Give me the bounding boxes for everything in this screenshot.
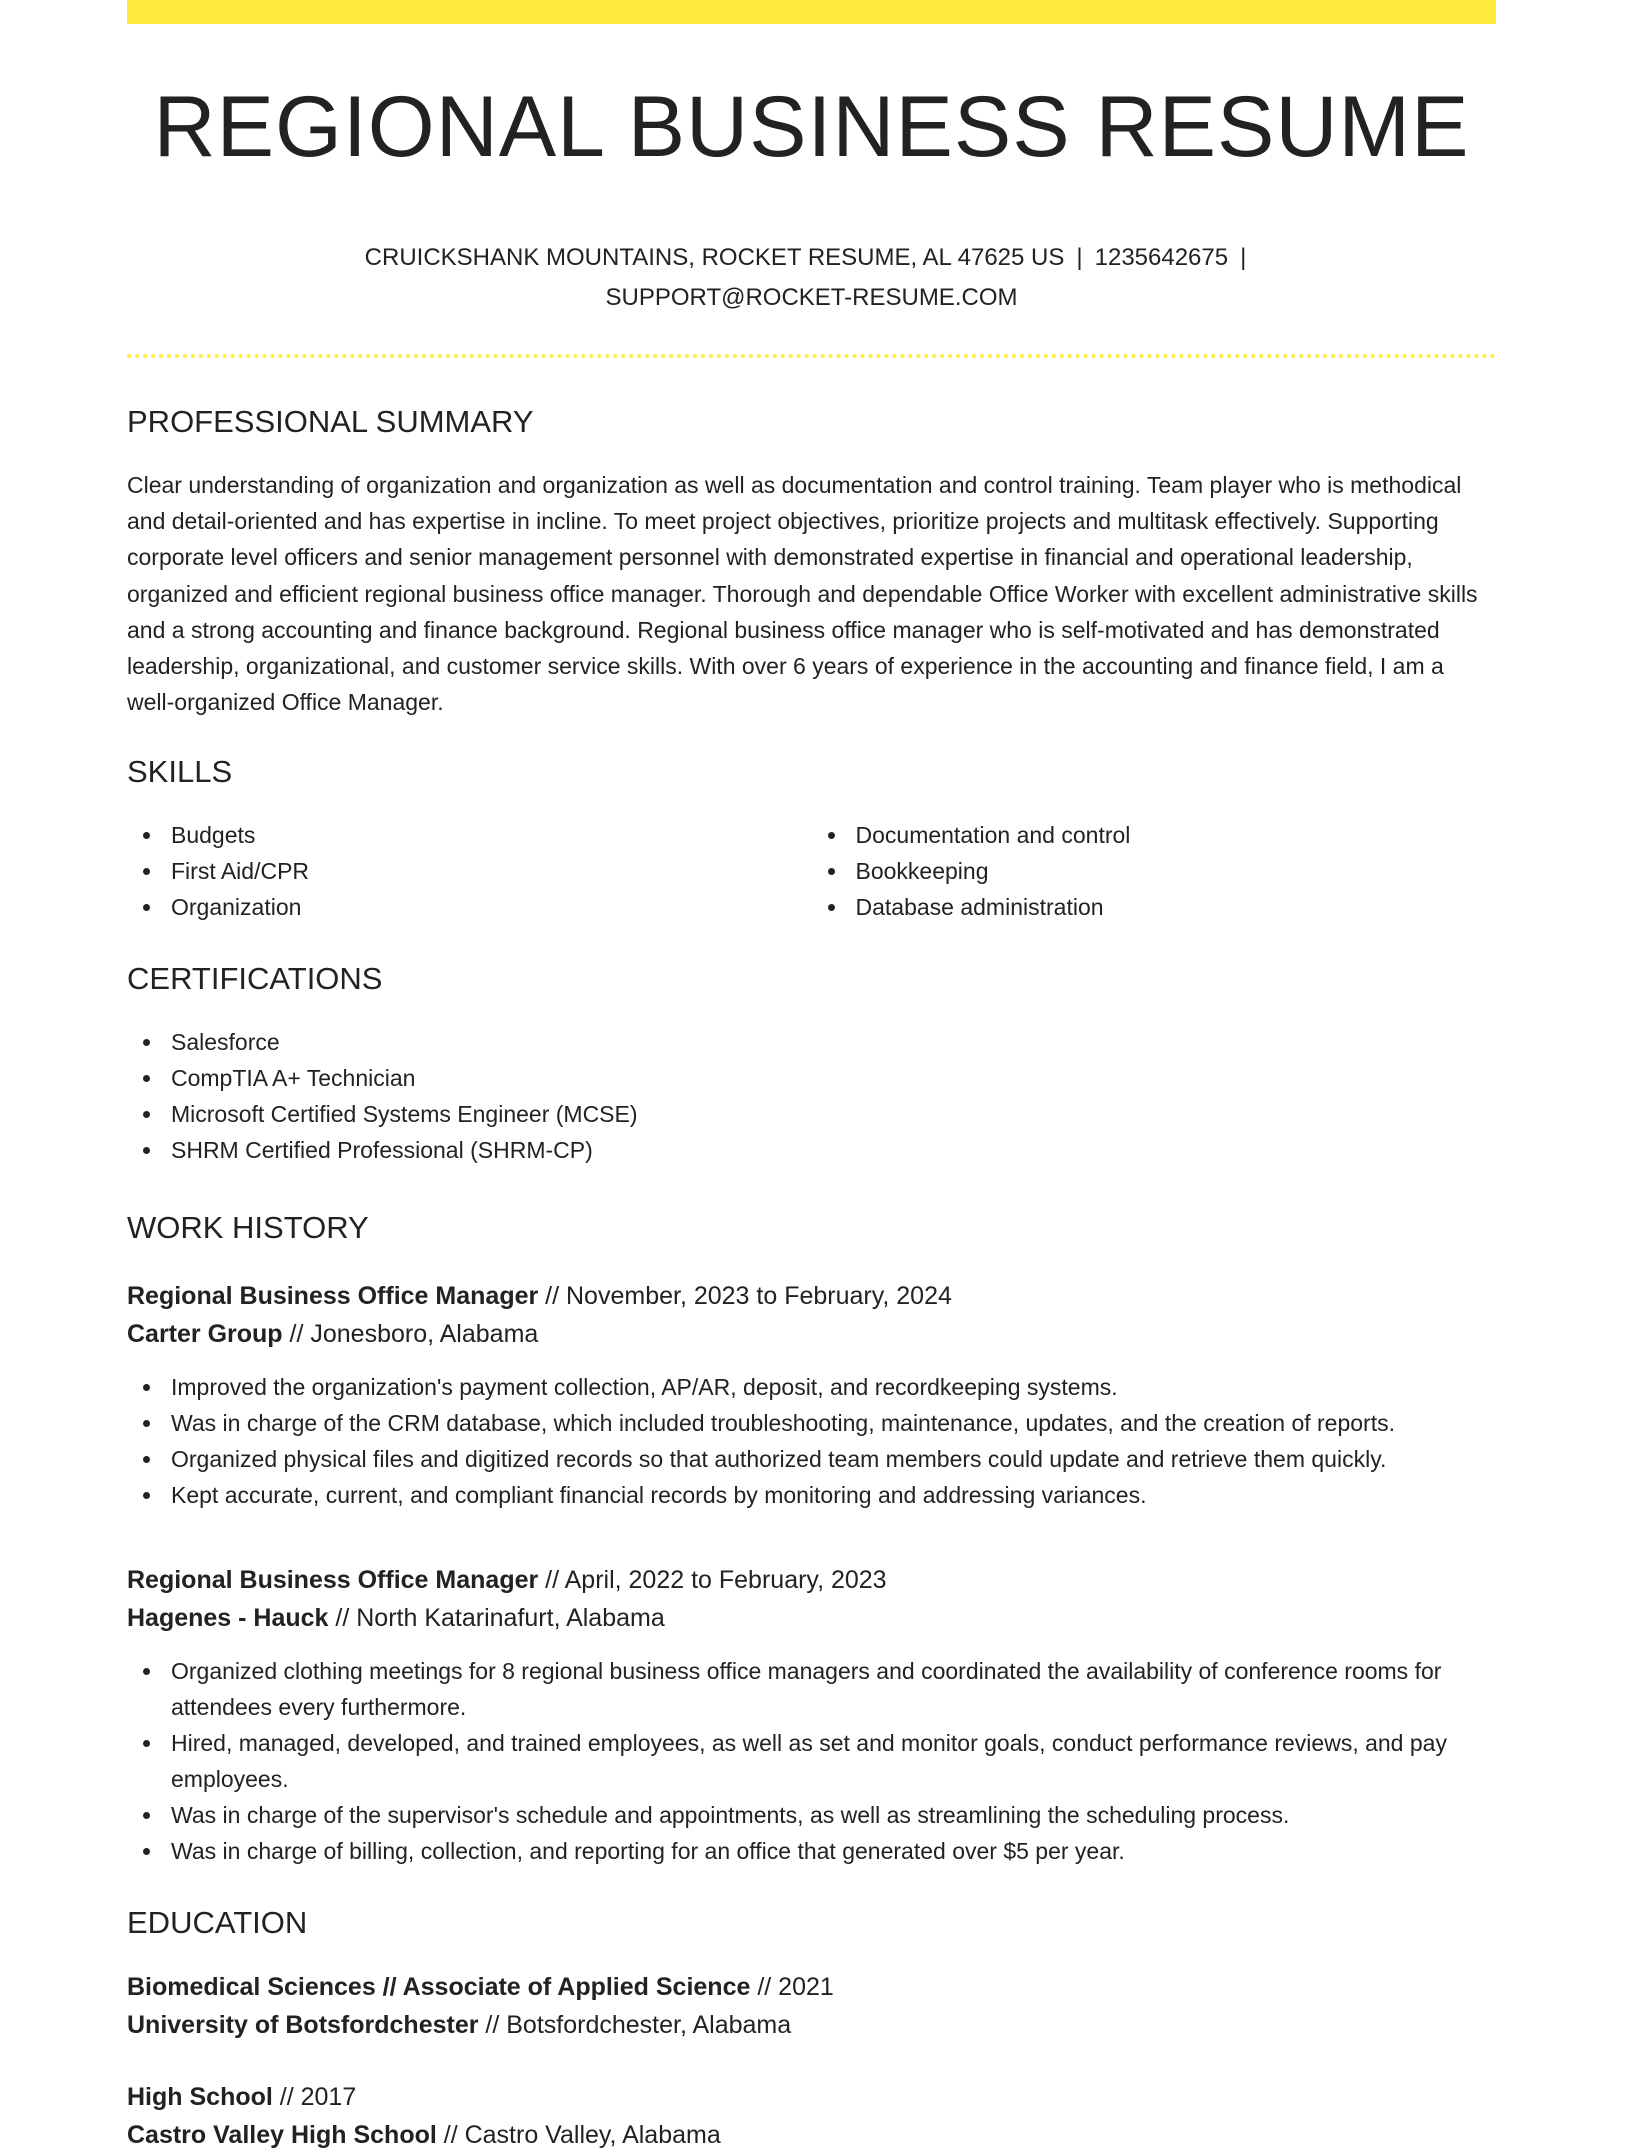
work-history-heading: WORK HISTORY <box>127 1210 369 1246</box>
resume-page <box>127 0 1496 2154</box>
contact-address: CRUICKSHANK MOUNTAINS, ROCKET RESUME, AL 47625 US <box>364 244 1065 271</box>
contact-line-1 <box>127 238 1496 278</box>
certifications-heading: CERTIFICATIONS <box>127 961 383 997</box>
education-entry <box>127 2078 1496 2154</box>
job-location: // Jonesboro, Alabama <box>282 1320 539 1349</box>
job-company: Hagenes - Hauck <box>127 1604 329 1633</box>
certification-item: CompTIA A+ Technician <box>127 1060 1496 1096</box>
job-location: // North Katarinafurt, Alabama <box>328 1604 665 1633</box>
job-duty: Hired, managed, developed, and trained employees, as well as set and monitor goals, conduct performance reviews, and pay employees. <box>127 1725 1496 1797</box>
education-entry <box>127 1968 1496 2044</box>
resume-title: REGIONAL BUSINESS RESUME <box>153 79 1470 175</box>
skill-item: Bookkeeping <box>812 853 1497 889</box>
job-dates: // November, 2023 to February, 2024 <box>538 1282 952 1311</box>
education-school-line <box>127 2006 1496 2044</box>
education-degree-line <box>127 2078 1496 2116</box>
job-role-line <box>127 1277 1496 1315</box>
certification-item: SHRM Certified Professional (SHRM-CP) <box>127 1132 1496 1168</box>
contact-phone: 1235642675 <box>1094 244 1229 271</box>
job-role-line <box>127 1561 1496 1599</box>
job-duties <box>127 1653 1496 1869</box>
skill-item: Database administration <box>812 889 1497 925</box>
education-year: // 2017 <box>272 2083 357 2112</box>
education-school: Castro Valley High School <box>127 2121 437 2150</box>
certification-item: Salesforce <box>127 1024 1496 1060</box>
job-duty: Was in charge of the CRM database, which included troubleshooting, maintenance, updates, and the creation of reports. <box>127 1405 1496 1441</box>
education-degree: Biomedical Sciences // Associate of Applied Science <box>127 1973 751 2002</box>
contact-separator: | <box>1240 244 1247 271</box>
dotted-divider <box>127 354 1496 358</box>
contact-email: SUPPORT@ROCKET-RESUME.COM <box>605 284 1018 311</box>
accent-bar <box>127 0 1496 24</box>
job-duties <box>127 1369 1496 1513</box>
job-company: Carter Group <box>127 1320 283 1349</box>
job-dates: // April, 2022 to February, 2023 <box>538 1566 887 1595</box>
job-company-line <box>127 1599 1496 1637</box>
contact-line-2 <box>127 278 1496 318</box>
skill-item: Budgets <box>127 817 812 853</box>
job-duty: Was in charge of billing, collection, and reporting for an office that generated over $5 per year. <box>127 1833 1496 1869</box>
skill-item: Organization <box>127 889 812 925</box>
skills-heading: SKILLS <box>127 754 233 790</box>
summary-heading: PROFESSIONAL SUMMARY <box>127 404 534 439</box>
job-company-line <box>127 1315 1496 1353</box>
job-entry <box>127 1277 1496 1513</box>
education-heading: EDUCATION <box>127 1905 308 1941</box>
contact-info <box>127 238 1496 318</box>
job-entry <box>127 1561 1496 1869</box>
certifications-list <box>127 1024 1496 1168</box>
skills-list-left <box>127 817 812 925</box>
contact-separator: | <box>1076 244 1083 271</box>
education-degree-line <box>127 1968 1496 2006</box>
education-year: // 2021 <box>750 1973 834 2002</box>
job-duty: Organized clothing meetings for 8 regional business office managers and coordinated the availability of conference rooms for attendees every furthermore. <box>127 1653 1496 1725</box>
job-role: Regional Business Office Manager <box>127 1282 539 1311</box>
certification-item: Microsoft Certified Systems Engineer (MCSE) <box>127 1096 1496 1132</box>
education-school: University of Botsfordchester <box>127 2011 479 2040</box>
job-role: Regional Business Office Manager <box>127 1566 539 1595</box>
summary-text: Clear understanding of organization and organization as well as documentation and control training. Team player who is methodical and detail-oriented and has expertise in incline. To meet project objectives, prioritize projects and multitask effectively. Supporting corporate level officers and senior management personnel with demonstrated expertise in financial and operational leadership, organized and efficient regional business office manager. Thorough and dependable Office Worker with excellent administrative skills and a strong accounting and finance background. Regional business office manager who is self-motivated and has demonstrated leadership, organizational, and customer service skills. With over 6 years of experience in the accounting and finance field, I am a well-organized Office Manager. <box>127 472 1478 716</box>
skills-list-right <box>812 817 1497 925</box>
skill-item: First Aid/CPR <box>127 853 812 889</box>
education-location: // Castro Valley, Alabama <box>436 2121 721 2150</box>
job-duty: Organized physical files and digitized records so that authorized team members could update and retrieve them quickly. <box>127 1441 1496 1477</box>
job-duty: Kept accurate, current, and compliant financial records by monitoring and addressing variances. <box>127 1477 1496 1513</box>
skills-grid <box>127 817 1496 925</box>
education-location: // Botsfordchester, Alabama <box>478 2011 792 2040</box>
job-duty: Was in charge of the supervisor's schedule and appointments, as well as streamlining the scheduling process. <box>127 1797 1496 1833</box>
education-school-line <box>127 2116 1496 2154</box>
education-degree: High School <box>127 2083 273 2112</box>
job-duty: Improved the organization's payment collection, AP/AR, deposit, and recordkeeping systems. <box>127 1369 1496 1405</box>
skill-item: Documentation and control <box>812 817 1497 853</box>
